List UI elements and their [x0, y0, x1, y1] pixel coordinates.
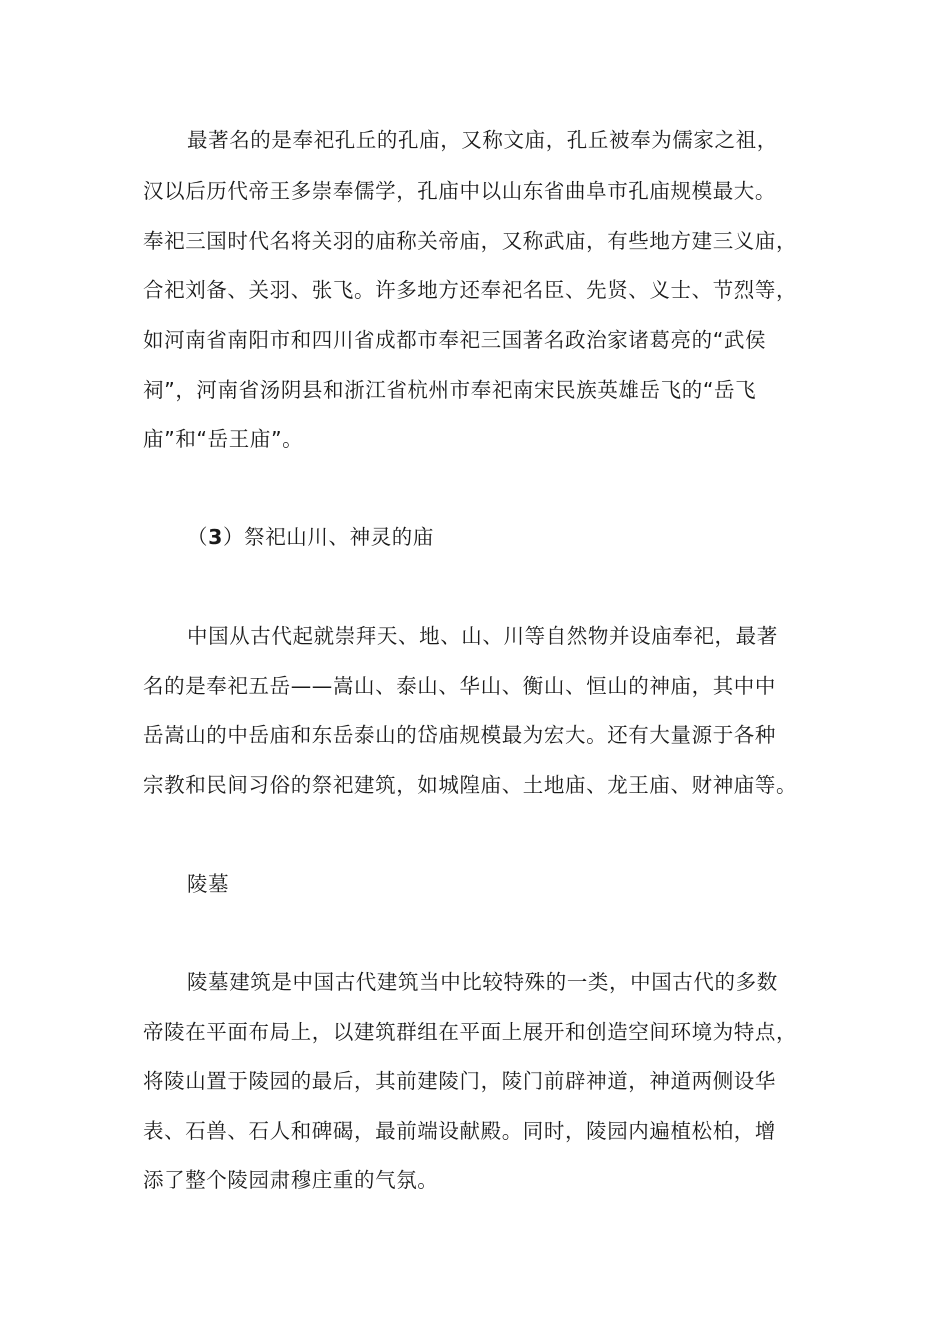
paragraph-line: 名的是奉祀五岳——嵩山、泰山、华山、衡山、恒山的神庙，其中中: [143, 674, 776, 698]
paragraph-line: 将陵山置于陵园的最后，其前建陵门，陵门前辟神道，神道两侧设华: [143, 1069, 776, 1093]
paragraph-line: 表、石兽、石人和碑碣，最前端设献殿。同时，陵园内遍植松柏，增: [143, 1119, 776, 1143]
paragraph-line: 最著名的是奉祀孔丘的孔庙，又称文庙，孔丘被奉为儒家之祖，: [187, 128, 778, 152]
paragraph-line: 合祀刘备、关羽、张飞。许多地方还奉祀名臣、先贤、义士、节烈等，: [143, 278, 798, 302]
paragraph-line: 帝陵在平面布局上，以建筑群组在平面上展开和创造空间环境为特点，: [143, 1020, 798, 1044]
section-heading-mountains-rivers: [187, 524, 434, 550]
heading-paren-close: ）: [222, 525, 245, 549]
paragraph-line: 添了整个陵园肃穆庄重的气氛。: [143, 1168, 439, 1192]
paragraph-line: 如河南省南阳市和四川省成都市奉祀三国著名政治家诸葛亮的“武侯: [143, 328, 767, 352]
paragraph-line: 汉以后历代帝王多崇奉儒学，孔庙中以山东省曲阜市孔庙规模最大。: [143, 179, 776, 203]
paragraph-line: 中国从古代起就崇拜天、地、山、川等自然物并设庙奉祀，最著: [187, 624, 778, 648]
paragraph-line: 庙”和“岳王庙”。: [143, 427, 304, 451]
paragraph-line: 奉祀三国时代名将关羽的庙称关帝庙，又称武庙，有些地方建三义庙，: [143, 229, 798, 253]
paragraph-line: 岳嵩山的中岳庙和东岳泰山的岱庙规模最为宏大。还有大量源于各种: [143, 723, 776, 747]
paragraph-line: 宗教和民间习俗的祭祀建筑，如城隍庙、土地庙、龙王庙、财神庙等。: [143, 773, 798, 797]
heading-number: 3: [208, 525, 223, 549]
paragraph-line: 陵墓建筑是中国古代建筑当中比较特殊的一类，中国古代的多数: [187, 970, 778, 994]
heading-paren-open: （: [187, 525, 209, 549]
paragraph-line: 祠”，河南省汤阴县和浙江省杭州市奉祀南宋民族英雄岳飞的“岳飞: [143, 378, 757, 402]
section-heading-tombs: 陵墓: [187, 872, 230, 896]
heading-text: 祭祀山川、神灵的庙: [244, 525, 434, 549]
